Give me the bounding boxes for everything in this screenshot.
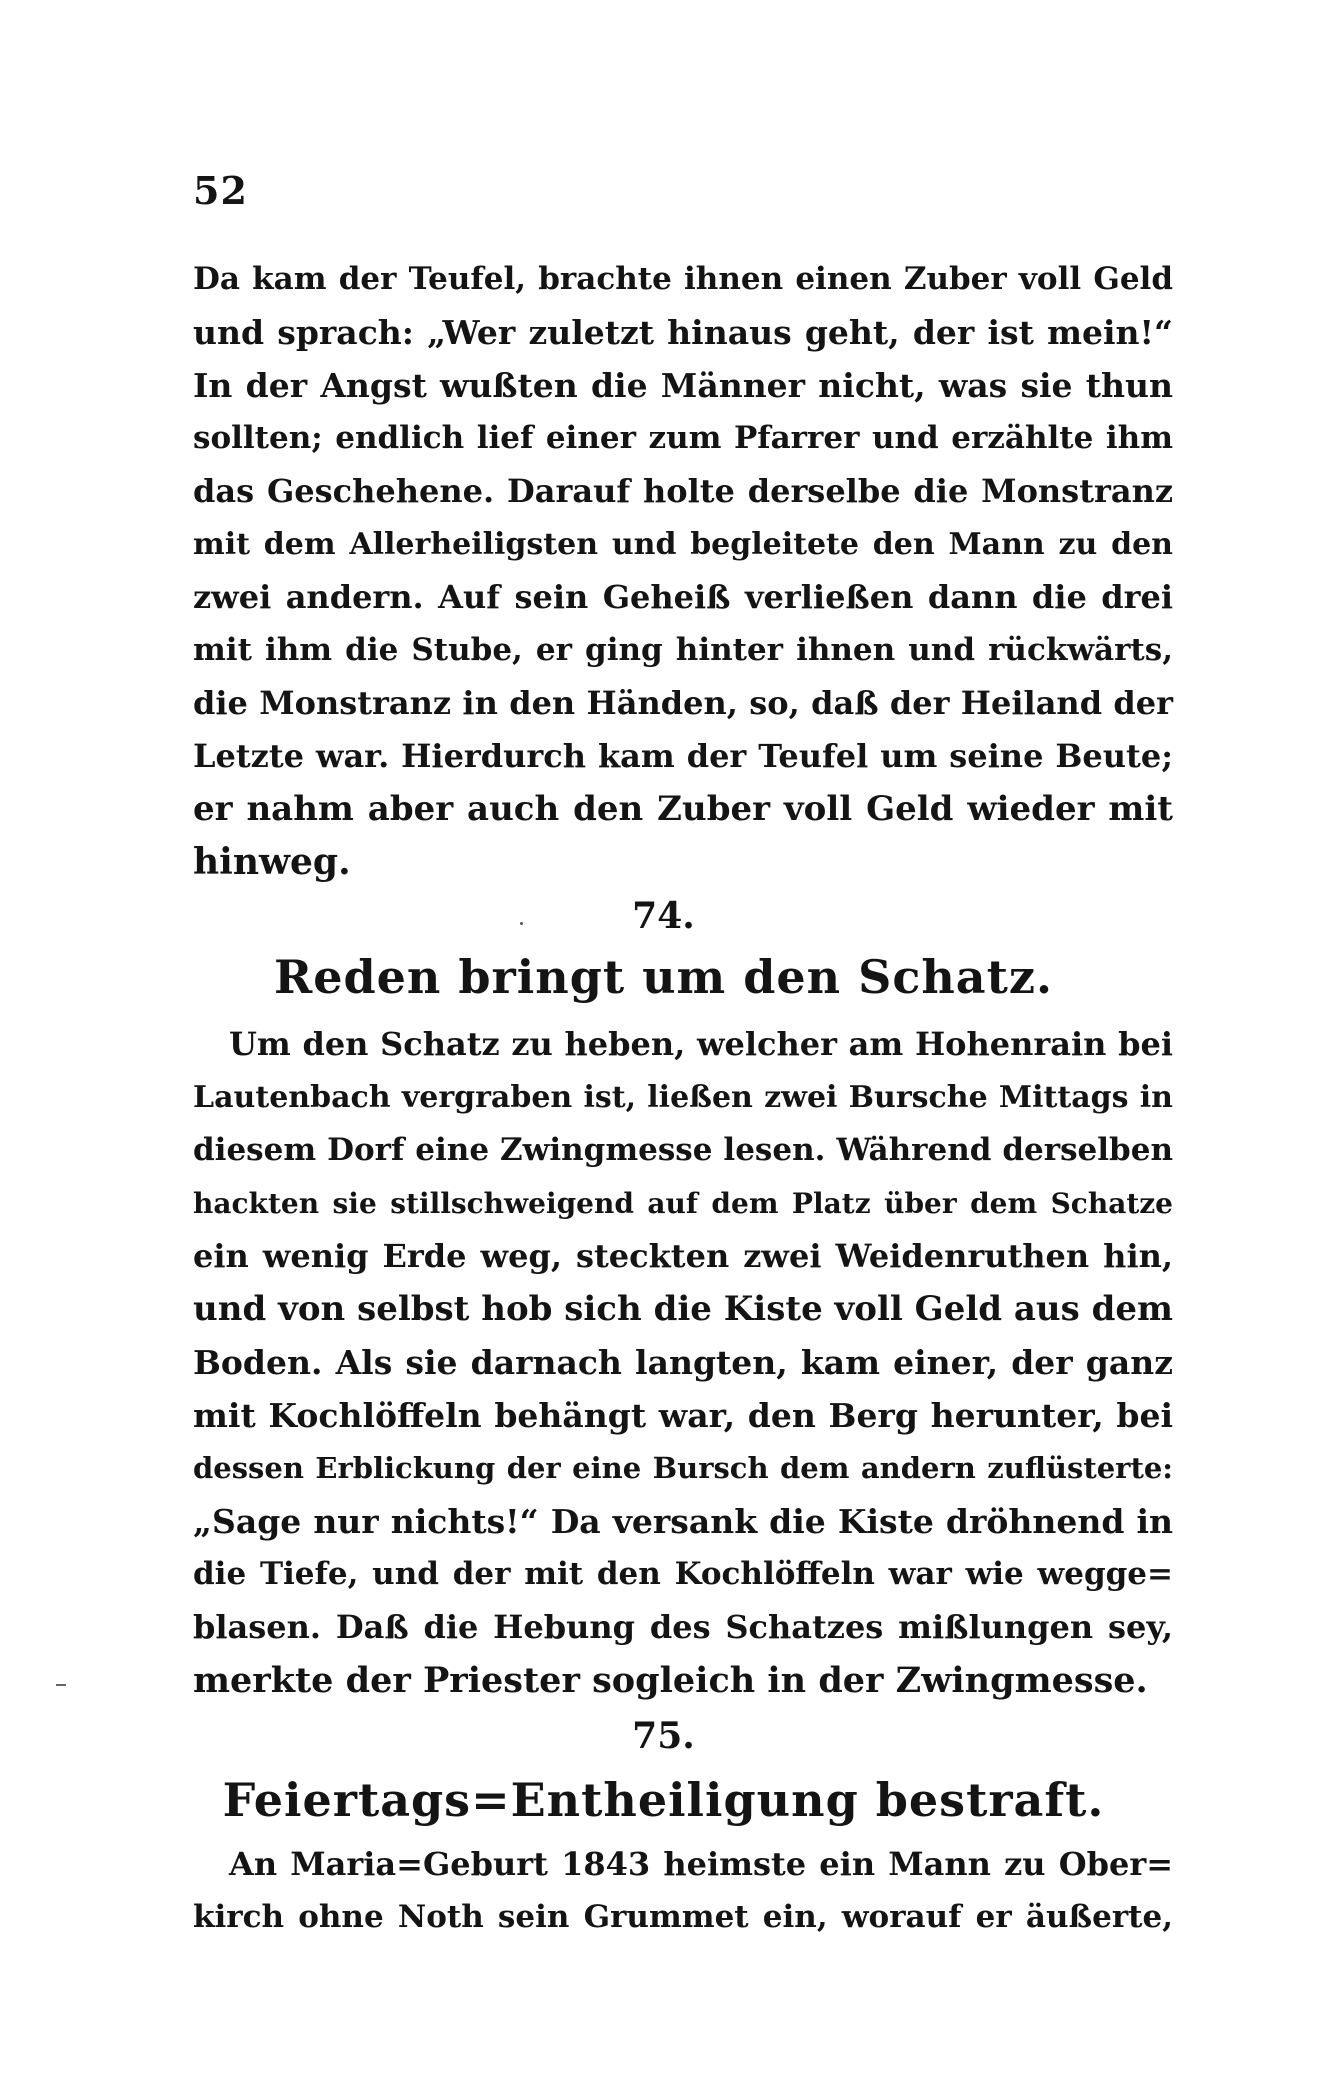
text-line: und sprach: „Wer zuletzt hinaus geht, der ist mein!“ — [193, 313, 1173, 352]
scan-mark — [56, 1684, 66, 1686]
text-line: merkte der Priester sogleich in der Zwingmesse. — [193, 1660, 1148, 1701]
text-line: diesem Dorf eine Zwingmesse lesen. Während derselben — [193, 1132, 1173, 1168]
text-line: sollten; endlich lief einer zum Pfarrer und erzählte ihm — [193, 420, 1173, 456]
section-title-74: Reden bringt um den Schatz. — [273, 950, 1053, 1004]
text-line: In der Angst wußten die Männer nicht, was sie thun — [193, 366, 1173, 405]
text-line: mit ihm die Stube, er ging hinter ihnen und rückwärts, — [193, 632, 1173, 668]
text-line: Um den Schatz zu heben, welcher am Hohenrain bei — [229, 1025, 1173, 1063]
text-line: und von selbst hob sich die Kiste voll Geld aus dem — [193, 1289, 1173, 1329]
scan-speck — [520, 922, 523, 925]
text-line: mit dem Allerheiligsten und begleitete den Mann zu den — [193, 527, 1173, 562]
section-number-74: 74. — [632, 895, 695, 937]
text-line: die Tiefe, und der mit den Kochlöffeln war wie wegge= — [193, 1556, 1173, 1592]
text-line: Boden. Als sie darnach langten, kam einer, der ganz — [193, 1343, 1173, 1382]
page-number: 52 — [193, 168, 248, 213]
text-line: blasen. Daß die Hebung des Schatzes mißlungen sey, — [193, 1608, 1173, 1646]
text-line: mit Kochlöffeln behängt war, den Berg herunter, bei — [193, 1396, 1173, 1435]
text-line: hinweg. — [193, 841, 351, 883]
text-line: ein wenig Erde weg, steckten zwei Weidenruthen hin, — [193, 1237, 1173, 1275]
text-line: das Geschehene. Darauf holte derselbe die Monstranz — [193, 472, 1173, 510]
text-line: hackten sie stillschweigend auf dem Platz über dem Schatze — [193, 1187, 1173, 1220]
section-number-75: 75. — [632, 1715, 695, 1757]
section-75-paragraph — [193, 1838, 1173, 1944]
text-line: kirch ohne Noth sein Grummet ein, worauf er äußerte, — [193, 1899, 1173, 1935]
text-line: dessen Erblickung der eine Bursch dem andern zuflüsterte: — [193, 1451, 1173, 1485]
text-line: er nahm aber auch den Zuber voll Geld wieder mit — [193, 789, 1173, 829]
text-line: An Maria=Geburt 1843 heimste ein Mann zu Ober= — [229, 1845, 1173, 1883]
continuation-paragraph — [193, 253, 1173, 889]
section-title-75: Feiertags=Entheiligung bestraft. — [222, 1773, 1105, 1827]
text-line: zwei andern. Auf sein Geheiß verließen dann die drei — [193, 578, 1173, 616]
text-line: Lautenbach vergraben ist, ließen zwei Bursche Mittags in — [193, 1080, 1173, 1115]
text-line: „Sage nur nichts!“ Da versank die Kiste dröhnend in — [193, 1502, 1173, 1541]
text-line: die Monstranz in den Händen, so, daß der Heiland der — [193, 684, 1173, 722]
text-line: Letzte war. Hierdurch kam der Teufel um seine Beute; — [193, 737, 1173, 775]
text-line: Da kam der Teufel, brachte ihnen einen Zuber voll Geld — [193, 261, 1173, 297]
section-74-paragraph — [193, 1018, 1173, 1707]
